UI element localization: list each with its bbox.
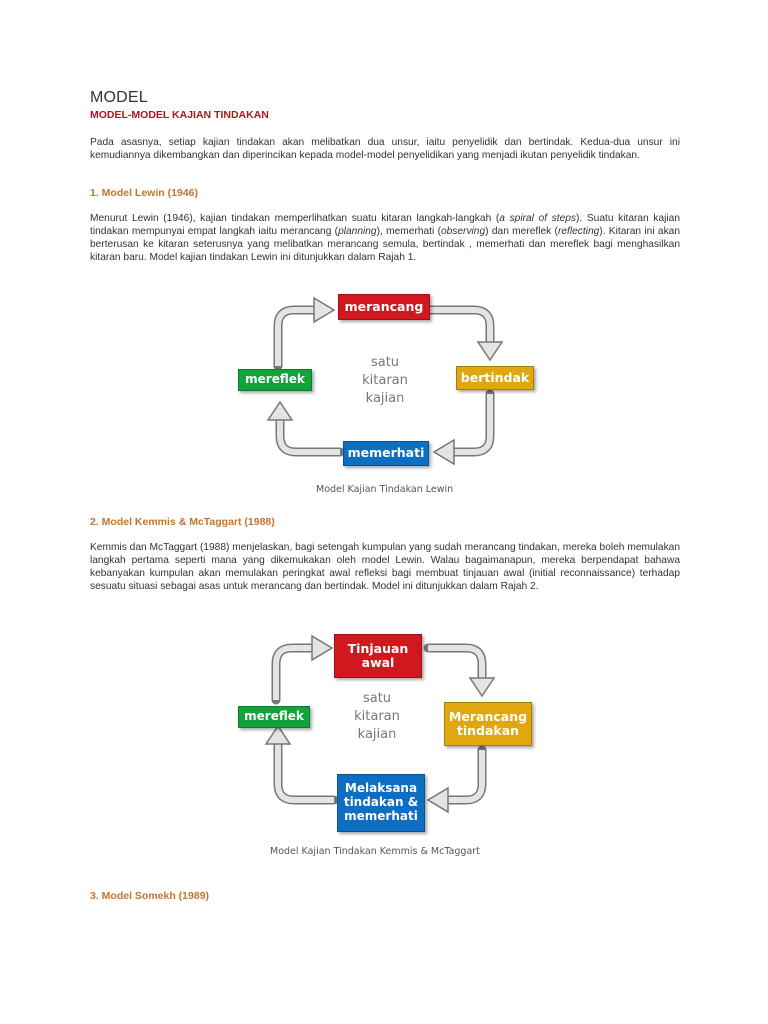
arrow-icon (428, 750, 482, 812)
lewin-text-5: ). Kitaran ini akan berterusan ke kitaran seterusnya yang melibatkan merancang semula, bertindak , memerhati dan mereflek bagi menghasilkan kitaran baru. Model kajian tindakan Lewin ini ditunjukkan dalam Rajah 1. (90, 226, 680, 263)
cycle-step-merancang: merancang (338, 294, 430, 320)
section-heading-somekh: 3. Model Somekh (1989) (90, 890, 210, 902)
step-line: awal (361, 655, 395, 670)
arrow-icon (430, 310, 502, 360)
kemmis-paragraph: Kemmis dan McTaggart (1988) menjelaskan, bagi setengah kumpulan yang sudah merancang tindakan, mereka boleh memulakan langkah pertama seperti mana yang dikemukakan oleh model Lewin. Walau bagaimanapun, mereka berpendapat bahawa kebanyakan kumpulan akan memulakan peringkat awal refleksi bagi membuat tinjauan awal (initial reconnaissance) terhadap sesuatu situasi sebagai asas untuk merancang dan bertindak. Model ini ditunjukkan dalam Rajah 2. (90, 542, 680, 592)
lewin-paragraph (90, 212, 680, 264)
lewin-text-1: Menurut Lewin (1946), kajian tindakan memperlihatkan suatu kitaran langkah-langkah ( (90, 213, 500, 224)
figure-caption-lewin: Model Kajian Tindakan Lewin (316, 484, 454, 495)
lewin-text-3: ), memerhati ( (376, 226, 441, 237)
page-title: MODEL (90, 89, 148, 106)
cycle-step-tinjauan-awal (334, 634, 422, 678)
page-subtitle: MODEL-MODEL KAJIAN TINDAKAN (90, 109, 269, 121)
lewin-term-planning: planning (338, 226, 377, 237)
lewin-term-reflecting: reflecting (557, 226, 600, 237)
center-line-3: kajian (357, 727, 397, 742)
step-line: tindakan & (343, 795, 419, 810)
figure-caption-kemmis: Model Kajian Tindakan Kemmis & McTaggart (270, 846, 480, 857)
center-line-1: satu (362, 691, 392, 706)
arrow-icon (266, 726, 334, 800)
cycle-step-mereflek-2: mereflek (238, 706, 310, 728)
arrow-icon (434, 394, 490, 464)
step-line: Merancang (448, 708, 528, 724)
cycle-center-label-2 (337, 690, 417, 744)
cycle-center-label (345, 354, 425, 408)
step-line: tindakan (456, 723, 520, 738)
cycle-step-melaksana (337, 774, 425, 832)
arrow-icon (268, 402, 340, 452)
lewin-text-4: ) dan mereflek ( (485, 226, 558, 237)
arrow-icon (278, 298, 334, 366)
document-body (90, 88, 680, 162)
kemmis-cycle-diagram (0, 628, 768, 860)
section-heading-kemmis: 2. Model Kemmis & McTaggart (1988) (90, 516, 275, 528)
cycle-step-memerhati: memerhati (343, 441, 429, 466)
center-line-3: kajian (365, 391, 405, 406)
cycle-step-mereflek: mereflek (238, 369, 312, 391)
arrow-icon (428, 648, 494, 696)
center-line-2: kitaran (354, 709, 400, 724)
step-line: memerhati (344, 808, 418, 823)
lewin-text-2: ). Suatu kitaran kajian tindakan mempunyai empat langkah iaitu merancang ( (90, 213, 680, 237)
step-line: Tinjauan (347, 640, 409, 656)
lewin-cycle-diagram (0, 288, 768, 498)
cycle-step-merancang-tindakan (444, 702, 532, 746)
cycle-step-bertindak: bertindak (456, 366, 534, 390)
lewin-term-observing: observing (440, 226, 486, 237)
center-line-1: satu (370, 355, 400, 370)
intro-paragraph: Pada asasnya, setiap kajian tindakan akan melibatkan dua unsur, iaitu penyelidik dan bertindak. Kedua-dua unsur ini kemudiannya dikembangkan dan diperincikan kepada model-model penyelidikan yang menjadi ikutan penyelidik tindakan. (90, 137, 680, 161)
center-line-2: kitaran (362, 373, 408, 388)
section-heading-lewin: 1. Model Lewin (1946) (90, 187, 198, 199)
arrow-icon (276, 636, 332, 700)
lewin-term-spiral: a spiral of steps (499, 213, 577, 224)
step-line: Melaksana (344, 781, 418, 796)
